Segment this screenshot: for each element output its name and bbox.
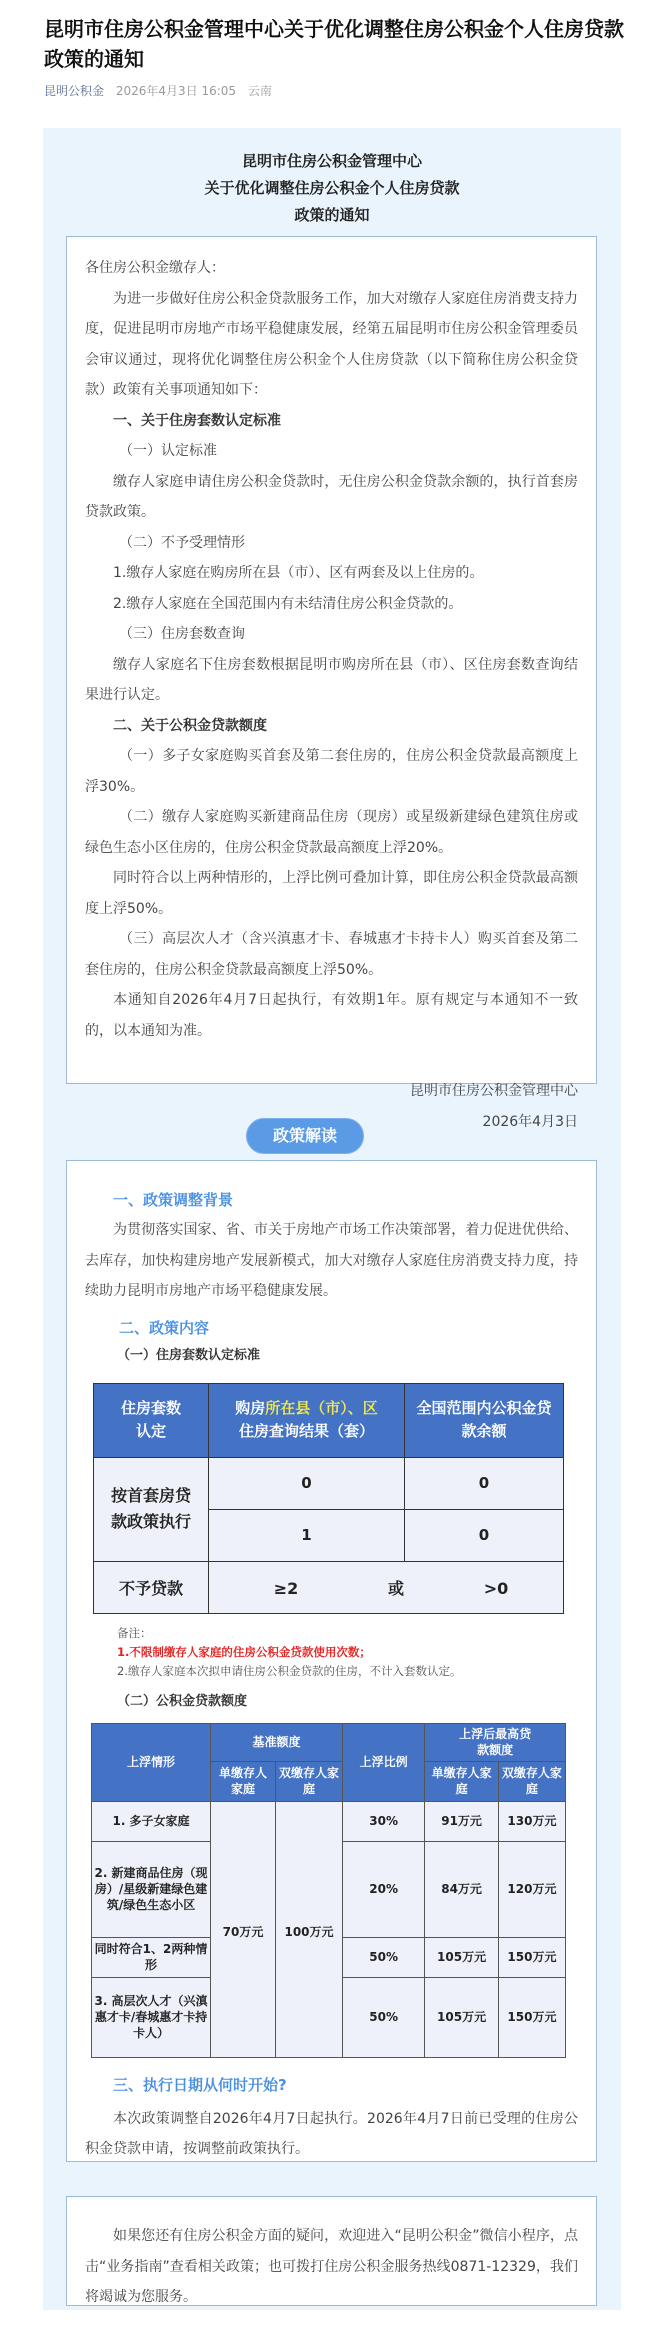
paragraph: （一）多子女家庭购买首套及第二套住房的，住房公积金贷款最高额度上浮30%。	[85, 748, 578, 795]
table-header: 单缴存人家庭	[211, 1761, 276, 1801]
subsection-heading: （一）住房套数认定标准	[117, 1347, 261, 1363]
loan-limit-table	[91, 1723, 566, 2058]
contact-paragraph: 如果您还有住房公积金方面的疑问，欢迎进入“昆明公积金”微信小程序，点击“业务指南”查看相关政策；也可拨打住房公积金服务热线0871-12329，我们将竭诚为您服务。	[85, 2228, 578, 2305]
heading-line: 昆明市住房公积金管理中心	[241, 152, 422, 170]
table-header: 上浮后最高贷款额度	[425, 1723, 566, 1761]
table-cell: ≥2 或 >0	[209, 1561, 564, 1613]
table-cell: 1. 多子女家庭	[92, 1801, 211, 1841]
table-cell: 105万元	[425, 1977, 499, 2057]
greeting: 各住房公积金缴存人：	[85, 260, 225, 276]
article-meta	[44, 82, 272, 99]
table-cell: 20%	[343, 1841, 425, 1937]
section-heading: 一、关于住房套数认定标准	[113, 412, 281, 429]
table-cell: 2. 新建商品住房（现房）/星级新建绿色建筑/绿色生态小区	[92, 1841, 211, 1937]
table-header: 双缴存人家庭	[498, 1761, 565, 1801]
table-cell: 150万元	[498, 1977, 565, 2057]
table-header: 双缴存人家庭	[275, 1761, 342, 1801]
subsection-heading: （三）住房套数查询	[119, 626, 245, 642]
table-cell: 84万元	[425, 1841, 499, 1937]
table-cell: 0	[405, 1509, 564, 1561]
table-header: 上浮比例	[343, 1723, 425, 1801]
paragraph: 2.缴存人家庭在全国范围内有未结清住房公积金贷款的。	[113, 595, 463, 612]
table-cell: 0	[209, 1457, 405, 1509]
subsection-heading: （二）不予受理情形	[119, 534, 245, 551]
section-heading: 二、政策内容	[119, 1318, 210, 1337]
paragraph: 为贯彻落实国家、省、市关于房地产市场工作决策部署，着力促进优供给、去库存，加快构建房地产发展新模式，加大对缴存人家庭住房消费支持力度，持续助力昆明市房地产市场平稳健康发展。	[85, 1222, 578, 1299]
contact-box	[66, 2196, 597, 2306]
table-cell: 50%	[343, 1977, 425, 2057]
table-cell: 150万元	[498, 1937, 565, 1977]
location: 云南	[247, 84, 272, 98]
table-cell: 70万元	[211, 1801, 276, 2057]
table-cell: 120万元	[498, 1841, 565, 1937]
table-row	[94, 1457, 564, 1509]
table-cell: 130万元	[498, 1801, 565, 1841]
section-heading: 三、执行日期从何时开始?	[113, 2075, 287, 2094]
table-cell: 91万元	[425, 1801, 499, 1841]
content-panel	[43, 128, 621, 2310]
table-row	[94, 1561, 564, 1613]
note-item: 1.不限制缴存人家庭的住房公积金贷款使用次数；	[117, 1644, 371, 1659]
table-cell: 3. 高层次人才（兴滇惠才卡/春城惠才卡持卡人）	[92, 1977, 211, 2057]
paragraph: 缴存人家庭申请住房公积金贷款时，无住房公积金贷款余额的，执行首套房贷款政策。	[85, 473, 578, 520]
paragraph: 1.缴存人家庭在购房所在县（市）、区有两套及以上住房的。	[113, 565, 484, 581]
publish-time: 2026年4月3日 16:05	[115, 84, 237, 98]
table-cell: 不予贷款	[94, 1561, 209, 1613]
table-cell: 30%	[343, 1801, 425, 1841]
policy-interpretation-badge: 政策解读	[246, 1118, 364, 1154]
table-header: 单缴存人家庭	[425, 1761, 499, 1801]
section-heading: 二、关于公积金贷款额度	[113, 717, 267, 734]
interpretation-body	[66, 1160, 597, 2162]
table-cell: 0	[405, 1457, 564, 1509]
table-header: 住房套数认定	[94, 1383, 209, 1457]
notice-heading	[43, 148, 621, 229]
note-item: 2.缴存人家庭本次拟申请住房公积金贷款的住房，不计入套数认定。	[117, 1663, 462, 1678]
notes	[117, 1624, 578, 1681]
subsection-heading: （一）认定标准	[119, 443, 217, 459]
account-name-link[interactable]: 昆明公积金	[44, 84, 105, 98]
heading-line: 关于优化调整住房公积金个人住房贷款	[204, 179, 460, 197]
paragraph: 本次政策调整自2026年4月7日起执行。2026年4月7日前已受理的住房公积金贷款申请，按调整前政策执行。	[85, 2110, 578, 2157]
table-header: 基准额度	[211, 1723, 343, 1761]
housing-count-table	[93, 1383, 564, 1614]
table-cell: 50%	[343, 1937, 425, 1977]
table-header: 全国范围内公积金贷款余额	[405, 1383, 564, 1457]
subsection-heading: （二）公积金贷款额度	[117, 1693, 248, 1709]
paragraph: 本通知自2026年4月7日起执行，有效期1年。原有规定与本通知不一致的，以本通知为准。	[85, 992, 578, 1039]
paragraph: 缴存人家庭名下住房套数根据昆明市购房所在县（市）、区住房套数查询结果进行认定。	[85, 656, 578, 703]
notice-body	[66, 236, 597, 1130]
paragraph: 同时符合以上两种情形的，上浮比例可叠加计算，即住房公积金贷款最高额度上浮50%。	[85, 870, 578, 917]
paragraph: （二）缴存人家庭购买新建商品住房（现房）或星级新建绿色建筑住房或绿色生态小区住房的，住房公积金贷款最高额度上浮20%。	[85, 809, 578, 856]
table-cell: 1	[209, 1509, 405, 1561]
table-cell: 105万元	[425, 1937, 499, 1977]
table-cell: 同时符合1、2两种情形	[92, 1937, 211, 1977]
signature: 昆明市住房公积金管理中心	[410, 1083, 578, 1099]
article-title: 昆明市住房公积金管理中心关于优化调整住房公积金个人住房贷款政策的通知	[44, 17, 624, 71]
signature-date: 2026年4月3日	[482, 1113, 578, 1130]
table-row	[92, 1801, 566, 1841]
intro-paragraph: 为进一步做好住房公积金贷款服务工作，加大对缴存人家庭住房消费支持力度，促进昆明市房地产市场平稳健康发展，经第五届昆明市住房公积金管理委员会审议通过，现将优化调整住房公积金个人住房贷款（以下简称住房公积金贷款）政策有关事项通知如下：	[85, 290, 578, 398]
note-label: 备注：	[117, 1625, 152, 1640]
heading-line: 政策的通知	[294, 206, 370, 224]
table-cell: 按首套房贷款政策执行	[94, 1457, 209, 1561]
table-header: 购房所在县（市）、区 住房查询结果（套）	[209, 1383, 405, 1457]
section-heading: 一、政策调整背景	[113, 1191, 234, 1209]
table-header: 上浮情形	[92, 1723, 211, 1801]
paragraph: （三）高层次人才（含兴滇惠才卡、春城惠才卡持卡人）购买首套及第二套住房的，住房公积金贷款最高额度上浮50%。	[85, 931, 578, 978]
table-cell: 100万元	[275, 1801, 342, 2057]
